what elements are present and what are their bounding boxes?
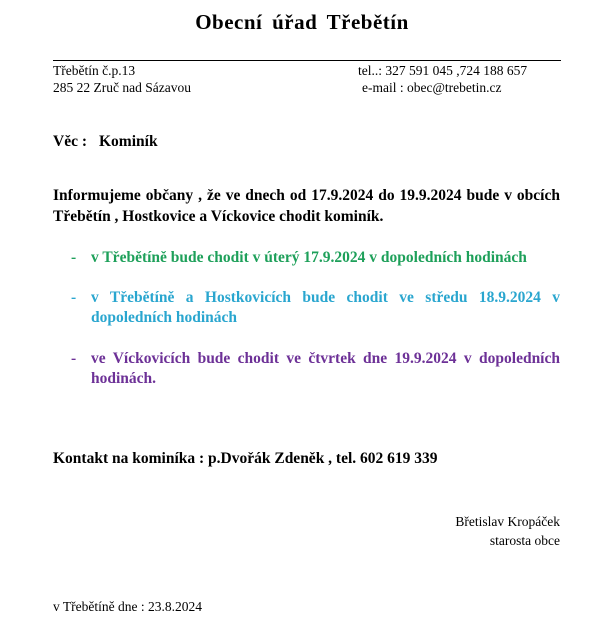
subject-value: Kominík — [99, 133, 158, 150]
office-email: e-mail : obec@trebetin.cz — [362, 80, 502, 95]
subject-line — [53, 133, 158, 151]
list-dash: - — [71, 249, 77, 266]
list-item-text: ve Víckovicích bude chodit ve čtvrtek dne 19.9.2024 v dopoledních hodinách. — [91, 350, 560, 387]
list-item — [53, 248, 560, 268]
signature-block — [455, 512, 560, 550]
list-item-text: v Třebětíně bude chodit v úterý 17.9.2024 v dopoledních hodinách — [91, 249, 527, 266]
signer-name: Břetislav Kropáček — [455, 514, 560, 529]
schedule-list — [53, 248, 560, 389]
subject-label: Věc : — [53, 133, 87, 150]
office-address — [53, 62, 191, 96]
document-date: v Třebětíně dne : 23.8.2024 — [53, 599, 202, 614]
list-item-text: v Třebětíně a Hostkovicích bude chodit ve středu 18.9.2024 v dopoledních hodinách — [91, 289, 560, 326]
office-phone: tel..: 327 591 045 ,724 188 657 — [358, 63, 528, 78]
page-title: Obecní úřad Třebětín — [195, 10, 409, 34]
list-item — [53, 349, 560, 389]
contact-line: Kontakt na kominíka : p.Dvořák Zdeněk , tel. 602 619 339 — [53, 450, 438, 467]
address-street: Třebětín č.p.13 — [53, 63, 136, 78]
list-dash: - — [71, 350, 77, 367]
address-city: 285 22 Zruč nad Sázavou — [53, 80, 191, 95]
list-dash: - — [71, 289, 77, 306]
list-item — [53, 288, 560, 328]
intro-paragraph: Informujeme občany , že ve dnech od 17.9.2024 do 19.9.2024 bude v obcích Třebětín , Hostkovice a Víckovice chodit kominík. — [53, 187, 560, 225]
signer-role: starosta obce — [489, 533, 560, 548]
header-divider — [53, 60, 561, 61]
